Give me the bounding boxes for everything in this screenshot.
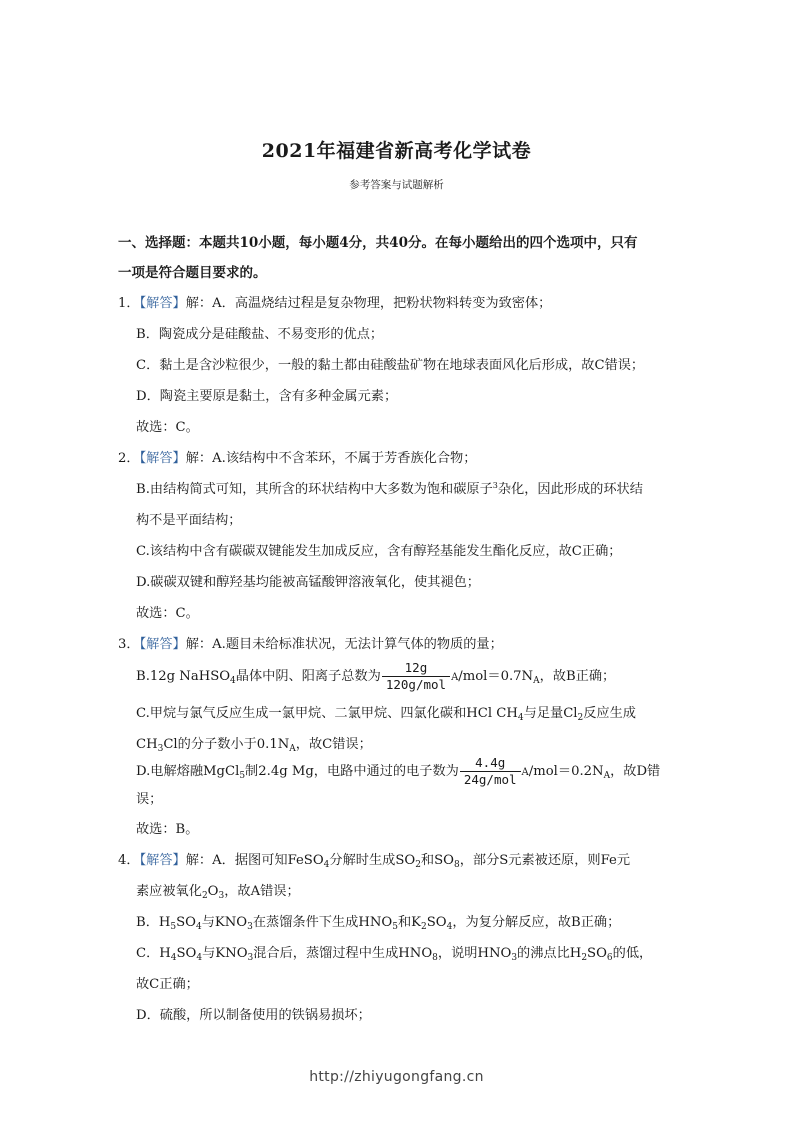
q3-answer-tag: 【解答】: [139, 637, 186, 652]
q4-b-sub6: 4: [446, 922, 453, 932]
fraction-numerator: 4.4g: [475, 755, 506, 770]
q1-option-c: C．黏土是含沙粒很少，一般的黏土都由硅酸盐矿物在地球表面风化后形成，故C错误；: [136, 358, 645, 373]
q1-line-a: [118, 294, 551, 314]
q3-b-text: B.12g NaHSO: [136, 669, 231, 684]
q4-a-mid: 分解时生成SO: [329, 853, 416, 868]
q3-option-c-line1: [136, 704, 636, 724]
fraction-denominator: 120g/mol: [382, 676, 450, 693]
q2-option-d: D.碳碳双键和醇羟基均能被高锰酸钾溶液氧化，使其褪色；: [136, 575, 480, 590]
q4-c-mid6: SO: [587, 946, 607, 961]
q4-b-sub: 5: [170, 922, 177, 932]
q4-a-mid2: 和SO: [420, 853, 454, 868]
q4-c-post: 的低，: [612, 946, 653, 961]
q4-c-text: C．H: [136, 946, 171, 961]
q4-c-sub6: 2: [581, 953, 588, 963]
q2-option-a: 解：A.该结构中不含苯环，不属于芳香族化合物；: [185, 451, 477, 466]
q4-a2-sub2: 3: [218, 891, 225, 901]
q4-b-sub4: 5: [392, 922, 398, 932]
q2-b-sup: 3: [492, 481, 498, 490]
q3-d-unit: A: [521, 767, 529, 778]
q4-b-text: B．H: [136, 915, 171, 930]
fraction-numerator: 12g: [404, 660, 428, 675]
q4-a-sub3: 8: [453, 860, 460, 870]
q2-line-a: [118, 449, 476, 469]
q3-answer: 故选：B。: [136, 822, 199, 837]
q4-a2-post: ，故A错误；: [224, 884, 300, 899]
q3-c-text: C.甲烷与氯气反应生成一氯甲烷、二氯甲烷、四氯化碳和HCl CH: [136, 706, 518, 721]
q1-number: 1．: [118, 296, 140, 311]
q4-option-c-line2: 故C正确；: [136, 977, 199, 992]
page-subtitle: 参考答案与试题解析: [349, 179, 444, 191]
q4-a2-text: 素应被氧化: [136, 884, 202, 899]
q1-option-a: 解：A．高温烧结过程是复杂物理，把粉状物料转变为致密体；: [185, 296, 552, 311]
q4-c-sub7: 6: [606, 953, 613, 963]
q4-a-sub2: 2: [415, 860, 421, 870]
q1-option-b: B．陶瓷成分是硅酸盐、不易变形的优点；: [136, 327, 384, 342]
q4-b-mid5: SO: [426, 915, 447, 930]
q3-b-end: ，故B正确；: [539, 669, 616, 684]
section-heading-line1: 一、选择题：本题共10小题，每小题4分，共40分。在每小题给出的四个选项中，只有: [118, 235, 638, 251]
q3-b-post: /mol＝0.7N: [458, 669, 534, 684]
q4-b-mid2: 与KNO: [201, 915, 248, 930]
q3-c2-sub: 3: [157, 744, 164, 754]
q4-option-d: D．硫酸，所以制备使用的铁锅易损坏；: [136, 1008, 371, 1023]
q3-b-mid: 晶体中阴、阳离子总数为: [235, 669, 381, 684]
q3-d-sub2: A: [603, 771, 611, 781]
q2-b-text: B.由结构简式可知，其所含的环状结构中大多数为饱和碳原子: [136, 482, 493, 497]
q3-d-sub: 5: [239, 771, 246, 781]
q3-option-c-line2: [136, 735, 372, 755]
q4-a-sub: 4: [323, 860, 330, 870]
q4-c-mid5: 的沸点比H: [517, 946, 582, 961]
q2-number: 2．: [118, 451, 140, 466]
q3-c2-post: ，故C错误；: [295, 737, 372, 752]
q1-answer-tag: 【解答】: [139, 296, 186, 311]
q2-option-b-line2: 构不是平面结构；: [136, 513, 242, 528]
fraction-denominator: 24g/mol: [460, 771, 521, 788]
q2-option-c: C.该结构中含有碳碳双键能发生加成反应，含有醇羟基能发生酯化反应，故C正确；: [136, 544, 622, 559]
q4-option-c-line1: [136, 944, 652, 964]
q4-option-a-line2: [136, 882, 300, 902]
q4-b-sub2: 4: [195, 922, 202, 932]
q4-c-sub: 4: [170, 953, 177, 963]
q4-c-mid2: 与KNO: [202, 946, 248, 961]
q3-d-end: ，故D错: [610, 764, 661, 779]
q4-c-mid: SO: [176, 946, 197, 961]
q4-b-mid3: 在蒸馏条件下生成HNO: [252, 915, 393, 930]
q4-line-a: [118, 851, 630, 871]
q3-d-fraction: [460, 755, 521, 788]
q3-c-mid: 与足量Cl: [523, 706, 578, 721]
q4-option-b: [136, 913, 620, 933]
q3-c2-sub2: A: [289, 744, 296, 754]
q3-line-a: [118, 635, 503, 655]
q3-b-fraction: [382, 660, 450, 693]
q3-d-text: D.电解熔融MgCl: [136, 764, 240, 779]
q3-b-sub2: A: [533, 676, 540, 686]
q4-c-sub3: 3: [247, 953, 254, 963]
q4-b-mid: SO: [176, 915, 196, 930]
q3-c-sub2: 2: [577, 713, 584, 723]
q3-option-d: [136, 755, 660, 788]
footer-url[interactable]: http://zhiyugongfang.cn: [309, 1069, 484, 1085]
q4-answer-tag: 【解答】: [139, 853, 186, 868]
q3-option-b: [136, 660, 615, 693]
q3-c2-mid: Cl的分子数小于0.1N: [163, 737, 290, 752]
q3-b-unit: A: [451, 672, 459, 683]
q4-c-mid4: ，说明HNO: [437, 946, 512, 961]
q3-d-post: /mol＝0.2N: [528, 764, 604, 779]
q3-option-d-line2: 误；: [136, 792, 163, 807]
q4-b-sub3: 3: [247, 922, 253, 932]
q4-c-sub5: 3: [511, 953, 518, 963]
section-heading-line2: 一项是符合题目要求的。: [118, 265, 267, 281]
q4-a-post: ，部分S元素被还原，则Fe元: [459, 853, 631, 868]
q4-a2-mid: O: [207, 884, 219, 899]
q4-number: 4．: [118, 853, 140, 868]
q2-answer-tag: 【解答】: [139, 451, 186, 466]
q3-option-a: 解：A.题目未给标准状况，无法计算气体的物质的量；: [185, 637, 503, 652]
q4-c-mid3: 混合后，蒸馏过程中生成HNO: [253, 946, 433, 961]
q4-c-sub4: 8: [432, 953, 438, 963]
q4-a-text: 解：A．据图可知FeSO: [185, 853, 324, 868]
q2-option-b-line1: [136, 480, 643, 500]
q1-option-d: D．陶瓷主要原是黏土，含有多种金属元素；: [136, 389, 398, 404]
q3-number: 3．: [118, 637, 140, 652]
q3-c2-text: CH: [136, 737, 158, 752]
q1-answer: 故选：C。: [136, 420, 199, 435]
q4-b-post: ，为复分解反应，故B正确；: [452, 915, 621, 930]
q3-d-mid: 制2.4g Mg，电路中通过的电子数为: [245, 764, 459, 779]
q4-a2-sub: 2: [201, 891, 208, 901]
q3-c-sub: 4: [517, 713, 524, 723]
q3-c-post: 反应生成: [583, 706, 636, 721]
q4-b-sub5: 2: [420, 922, 427, 932]
q3-b-sub: 4: [230, 676, 236, 686]
q2-b-text-end: 杂化，因此形成的环状结: [497, 482, 643, 497]
page-title: 2021年福建省新高考化学试卷: [261, 140, 532, 162]
q2-answer: 故选：C。: [136, 606, 199, 621]
q4-b-mid4: 和K: [397, 915, 421, 930]
q4-c-sub2: 4: [196, 953, 203, 963]
